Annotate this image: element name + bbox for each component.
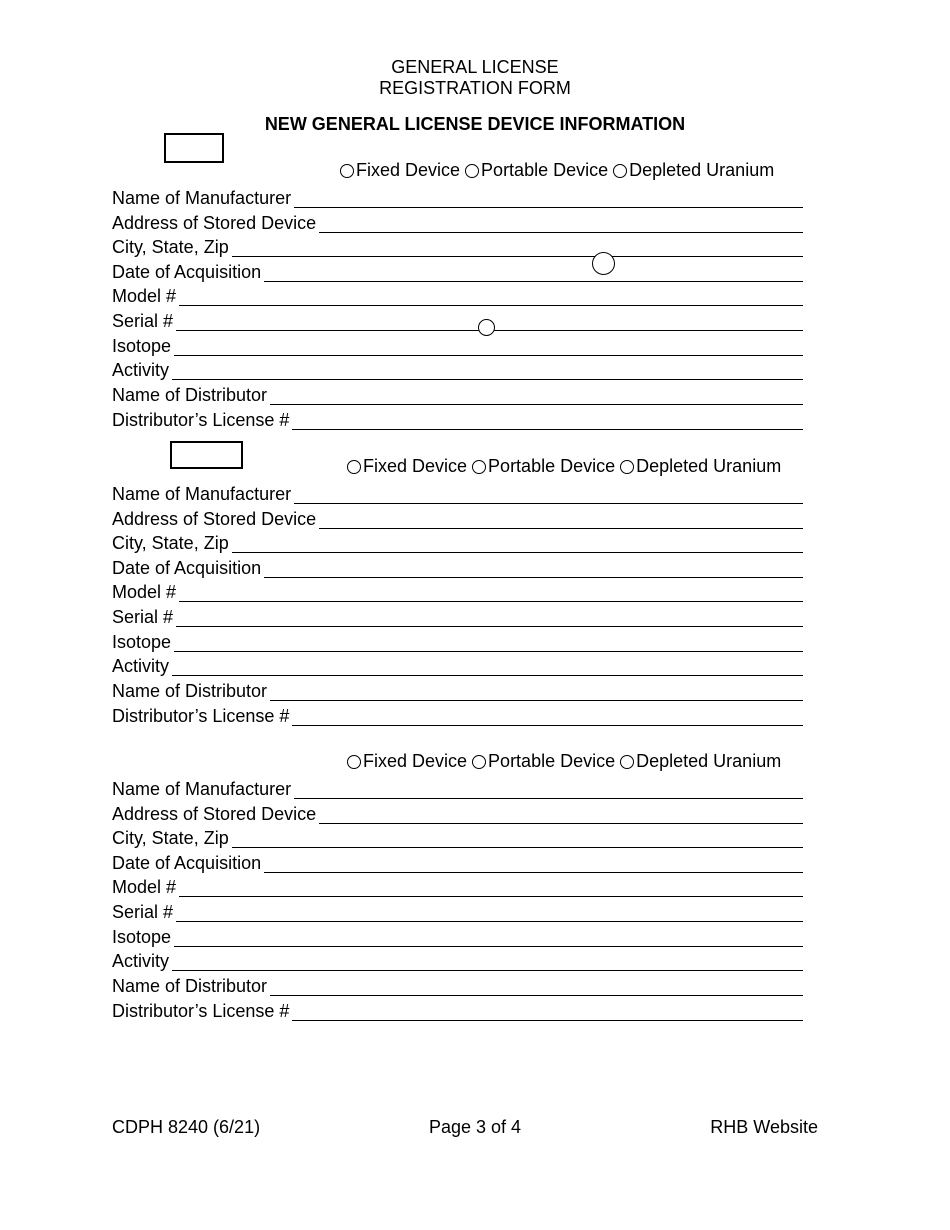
distributor-license-field-1[interactable]: Distributor’s License # (112, 406, 803, 430)
device-number-box-1[interactable] (164, 133, 224, 163)
fixed-device-radio-3[interactable]: Fixed Device (347, 751, 467, 772)
distributor-field-3[interactable]: Name of Distributor (112, 972, 803, 996)
distributor-license-field-2[interactable]: Distributor’s License # (112, 702, 803, 726)
license-input-line[interactable] (292, 410, 803, 430)
device-section-2 (0, 456, 950, 756)
device-type-group-3 (347, 751, 786, 772)
section-heading: NEW GENERAL LICENSE DEVICE INFORMATION (264, 114, 686, 134)
activity-input-line[interactable] (172, 951, 803, 971)
footer-page-number: Page 3 of 4 (428, 1117, 522, 1137)
serial-input-line[interactable] (176, 902, 803, 922)
manufacturer-input-line[interactable] (294, 484, 803, 504)
stray-small-circle-icon[interactable] (478, 319, 495, 336)
depleted-uranium-radio-2[interactable]: Depleted Uranium (620, 456, 781, 477)
distributor-input-line[interactable] (270, 976, 803, 996)
device-type-group-1 (340, 160, 779, 181)
city-state-zip-field-1[interactable]: City, State, Zip (112, 233, 803, 257)
address-field-1[interactable]: Address of Stored Device (112, 209, 803, 233)
depleted-uranium-radio-1[interactable]: Depleted Uranium (613, 160, 774, 181)
city-input-line[interactable] (232, 828, 803, 848)
license-input-line[interactable] (292, 1001, 803, 1021)
model-input-line[interactable] (179, 286, 803, 306)
license-input-line[interactable] (292, 706, 803, 726)
date-input-line[interactable] (264, 853, 803, 873)
radio-circle-icon (347, 755, 361, 769)
acquisition-date-field-1[interactable]: Date of Acquisition (112, 258, 803, 282)
manufacturer-input-line[interactable] (294, 188, 803, 208)
manufacturer-field-2[interactable]: Name of Manufacturer (112, 480, 803, 504)
isotope-field-1[interactable]: Isotope (112, 332, 803, 356)
distributor-input-line[interactable] (270, 681, 803, 701)
address-field-3[interactable]: Address of Stored Device (112, 800, 803, 824)
radio-circle-icon (465, 164, 479, 178)
form-title-line1: GENERAL LICENSE (391, 57, 559, 77)
serial-field-3[interactable]: Serial # (112, 898, 803, 922)
activity-field-1[interactable]: Activity (112, 356, 803, 380)
device-section-3 (0, 751, 950, 1051)
model-input-line[interactable] (179, 877, 803, 897)
model-field-3[interactable]: Model # (112, 873, 803, 897)
activity-field-3[interactable]: Activity (112, 947, 803, 971)
activity-input-line[interactable] (172, 360, 803, 380)
radio-circle-icon (472, 755, 486, 769)
distributor-field-1[interactable]: Name of Distributor (112, 381, 803, 405)
portable-device-radio-2[interactable]: Portable Device (472, 456, 615, 477)
city-input-line[interactable] (232, 237, 803, 257)
device-number-box-2[interactable] (170, 441, 243, 469)
address-input-line[interactable] (319, 213, 803, 233)
acquisition-date-field-2[interactable]: Date of Acquisition (112, 554, 803, 578)
date-input-line[interactable] (264, 558, 803, 578)
isotope-input-line[interactable] (174, 336, 803, 356)
city-input-line[interactable] (232, 533, 803, 553)
isotope-field-2[interactable]: Isotope (112, 628, 803, 652)
manufacturer-input-line[interactable] (294, 779, 803, 799)
distributor-field-2[interactable]: Name of Distributor (112, 677, 803, 701)
footer-form-id: CDPH 8240 (6/21) (112, 1117, 261, 1137)
radio-circle-icon (620, 755, 634, 769)
stray-circle-icon[interactable] (592, 252, 615, 275)
distributor-license-field-3[interactable]: Distributor’s License # (112, 997, 803, 1021)
serial-field-2[interactable]: Serial # (112, 603, 803, 627)
radio-circle-icon (613, 164, 627, 178)
model-input-line[interactable] (179, 582, 803, 602)
radio-circle-icon (472, 460, 486, 474)
footer-website-link[interactable]: RHB Website (710, 1117, 818, 1137)
device-section-1 (0, 160, 950, 460)
fixed-device-radio-1[interactable]: Fixed Device (340, 160, 460, 181)
device-type-group-2 (347, 456, 786, 477)
model-field-2[interactable]: Model # (112, 578, 803, 602)
city-state-zip-field-2[interactable]: City, State, Zip (112, 529, 803, 553)
manufacturer-field-3[interactable]: Name of Manufacturer (112, 775, 803, 799)
acquisition-date-field-3[interactable]: Date of Acquisition (112, 849, 803, 873)
address-field-2[interactable]: Address of Stored Device (112, 505, 803, 529)
depleted-uranium-radio-3[interactable]: Depleted Uranium (620, 751, 781, 772)
serial-input-line[interactable] (176, 607, 803, 627)
radio-circle-icon (340, 164, 354, 178)
isotope-input-line[interactable] (174, 632, 803, 652)
activity-input-line[interactable] (172, 656, 803, 676)
activity-field-2[interactable]: Activity (112, 652, 803, 676)
isotope-input-line[interactable] (174, 927, 803, 947)
radio-circle-icon (347, 460, 361, 474)
isotope-field-3[interactable]: Isotope (112, 923, 803, 947)
distributor-input-line[interactable] (270, 385, 803, 405)
model-field-1[interactable]: Model # (112, 282, 803, 306)
address-input-line[interactable] (319, 804, 803, 824)
portable-device-radio-3[interactable]: Portable Device (472, 751, 615, 772)
radio-circle-icon (620, 460, 634, 474)
fixed-device-radio-2[interactable]: Fixed Device (347, 456, 467, 477)
address-input-line[interactable] (319, 509, 803, 529)
manufacturer-field-1[interactable]: Name of Manufacturer (112, 184, 803, 208)
date-input-line[interactable] (264, 262, 803, 282)
form-title-line2: REGISTRATION FORM (379, 78, 571, 98)
serial-field-1[interactable]: Serial # (112, 307, 803, 331)
portable-device-radio-1[interactable]: Portable Device (465, 160, 608, 181)
city-state-zip-field-3[interactable]: City, State, Zip (112, 824, 803, 848)
